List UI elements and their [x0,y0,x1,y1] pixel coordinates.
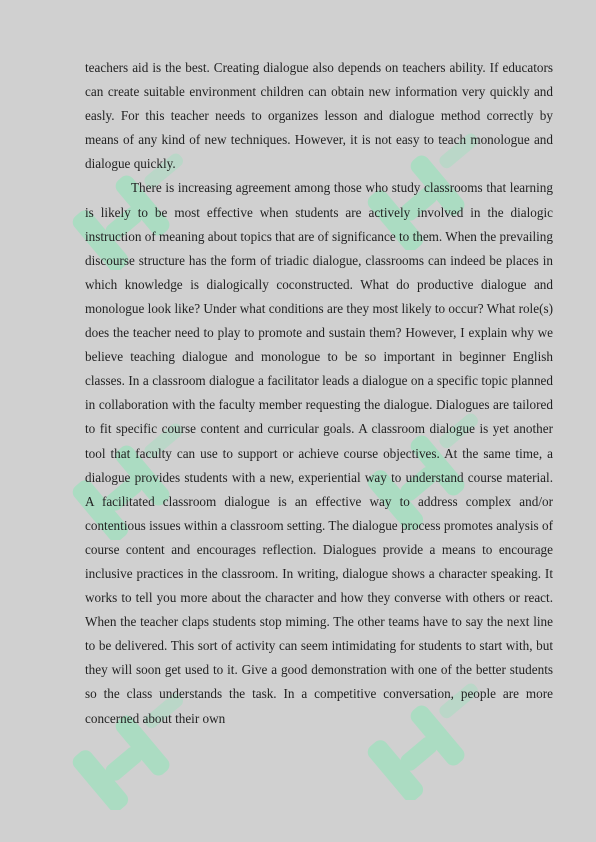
paragraph-continuation: teachers aid is the best. Creating dialogue also depends on teachers ability. If educators can create suitable environment children can obtain new information very quickly and easly. For this teacher needs to organizes lesson and dialogue method correctly by means of any kind of new techniques. However, it is not easy to teach monologue and dialogue quickly. [85,60,553,172]
paragraph-dialogue-classrooms: There is increasing agreement among those who study classrooms that learning is likely to be most effective when students are actively involved in the dialogic instruction of meaning about topics that are of significance to them. When the prevailing discourse structure has the form of triadic dialogue, classrooms can indeed be places in which knowledge is dialogically coconstructed. What do productive dialogue and monologue look like? Under what conditions are they most likely to occur? What role(s) does the teacher need to play to promote and sustain them? However, I explain why we believe teaching dialogue and monologue to be so important in beginner English classes. In a classroom dialogue a facilitator leads a dialogue on a specific topic planned in collaboration with the faculty member requesting the dialogue. Dialogues are tailored to fit specific course content and curricular goals. A classroom dialogue is yet another tool that faculty can use to support or achieve course objectives. At the same time, a dialogue provides students with a new, experiential way to understand course material. A facilitated classroom dialogue is an effective way to address complex and/or contentious issues within a classroom setting. The dialogue process promotes analysis of course content and encourages reflection. Dialogues provide a means to encourage inclusive practices in the classroom. In writing, dialogue shows a character speaking. It works to tell you more about the character and how they converse with others or react. When the teacher claps students stop miming. The other teams have to say the next line to be delivered. This sort of activity can seem intimidating for students to start with, but they will soon get used to it. Give a good demonstration with one of the better students so the class understands the task. In a competitive conversation, people are more concerned about their own [85,180,553,726]
document-body [85,56,553,731]
